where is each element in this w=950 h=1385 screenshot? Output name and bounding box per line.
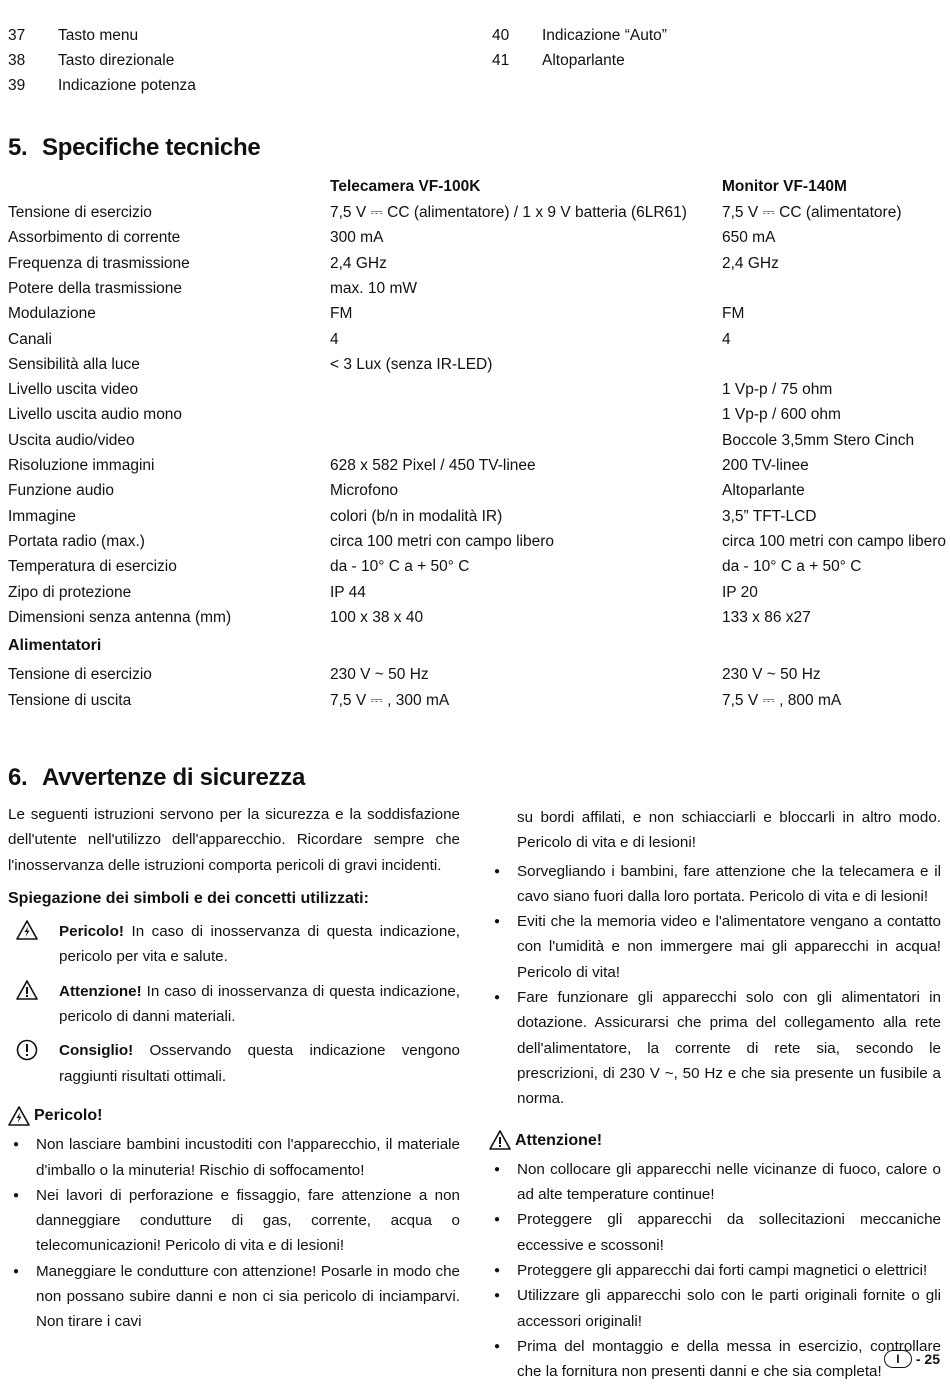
legend-item: 38 Tasto direzionale [8,52,175,69]
camera-value: 628 x 582 Pixel / 450 TV-linee [330,457,536,474]
camera-value: 2,4 GHz [330,254,387,272]
spec-label: Sensibilità alla luce [8,355,140,373]
monitor-value: IP 20 [722,583,758,601]
list-item: ● Maneggiare le condutture con attenzione! Posarle in modo che non possano subire danni e non ci sia pericolo di inciamparvi. Non tirare i cavi [8,1259,460,1335]
camera-value: 300 mA [330,229,384,247]
spec-row [8,200,943,225]
spec-row [8,327,943,352]
page-number: I - 25 [884,1350,940,1368]
symbol-tip: Consiglio! Osservando questa indicazione vengono raggiunti risultati ottimali. [8,1038,460,1089]
monitor-column-header: Monitor VF-140M [722,178,847,195]
list-item: ● Nei lavori di perforazione e fissaggio, fare attenzione a non danneggiare condutture di gas, corrente, acqua o telecomunicazioni! Pericolo di vita e di lesioni! [8,1183,460,1259]
monitor-value: 7,5 V ⎓ , 800 mA [722,691,842,709]
list-item: ● Fare funzionare gli apparecchi solo con gli alimentatori in dotazione. Assicurarsi che prima del collegamento alla rete dell'alimentatore, la corrente di rete sia, secondo le prescrizioni, di 230 V ~, 50 Hz e che sia presente un fusibile a norma. [489,985,941,1111]
list-item: ● Eviti che la memoria video e l'alimentatore vengano a contatto con l'umidità e non immergere mai gli apparecchi in acqua! Pericolo di vita! [489,909,941,985]
legend-item: 37 Tasto menu [8,27,139,44]
spec-label: Uscita audio/video [8,431,135,449]
symbol-caution: Attenzione! In caso di inosservanza di questa indicazione, pericolo di danni materiali. [8,979,460,1030]
list-item: ● Proteggere gli apparecchi da sollecitazioni meccaniche eccessive e scossoni! [489,1207,941,1258]
camera-value: 7,5 V ⎓ , 300 mA [330,691,450,709]
monitor-value: 650 mA [722,229,776,247]
spec-row [8,662,943,687]
danger-electric-icon [8,1106,30,1126]
spec-row [8,554,943,579]
spec-row [8,352,943,377]
section-6-heading: 6. Avvertenze di sicurezza [8,764,305,791]
language-badge: I [884,1350,912,1368]
spec-row [8,276,943,301]
camera-value: 100 x 38 x 40 [330,608,424,626]
monitor-value: Altoparlante [722,482,805,500]
spec-row [8,504,943,529]
spec-label: Portata radio (max.) [8,532,145,550]
monitor-value: 133 x 86 x27 [722,608,811,626]
monitor-value: 1 Vp-p / 75 ohm [722,381,833,399]
list-item: ● Utilizzare gli apparecchi solo con le parti originali fornite o gli accessori originali! [489,1283,941,1334]
psu-heading: Alimentatori [8,637,102,654]
intro-paragraph: Le seguenti istruzioni servono per la sicurezza e la soddisfazione dell'utente nell'utilizzo dell'apparecchio. Ricordare sempre che l'inosservanza delle istruzioni comporta pericoli di gravi incidenti. [8,806,460,874]
list-item: ● Prima del montaggio e della messa in esercizio, controllare che la fornitura non presenti danni e che sia completa! [489,1334,941,1385]
spec-row [8,688,943,713]
spec-label: Modulazione [8,305,96,323]
camera-value: Microfono [330,482,399,500]
danger-electric-icon [16,920,38,940]
spec-row [8,478,943,503]
spec-row [8,402,943,427]
monitor-value: 4 [722,330,731,348]
symbol-danger: Pericolo! In caso di inosservanza di questa indicazione, pericolo per vita e salute. [8,919,460,970]
camera-value: FM [330,305,353,323]
spec-label: Immagine [8,507,77,525]
spec-label: Livello uscita video [8,381,139,399]
monitor-value: 7,5 V ⎓ CC (alimentatore) [722,204,902,221]
monitor-value: Boccole 3,5mm Stero Cinch [722,431,915,449]
spec-row [8,225,943,250]
spec-row [8,301,943,326]
danger-heading: Pericolo! [8,1103,460,1128]
spec-label: Risoluzione immagini [8,457,155,474]
spec-label: Dimensioni senza antenna (mm) [8,608,232,626]
warning-icon [489,1130,511,1150]
spec-row [8,251,943,276]
spec-row [8,377,943,402]
caution-heading: Attenzione! [489,1128,941,1153]
spec-row [8,529,946,554]
section-5-heading: 5. Specifiche tecniche [8,134,261,161]
monitor-value: 1 Vp-p / 600 ohm [722,406,841,424]
spec-row [8,605,943,630]
spec-label: Canali [8,330,52,348]
monitor-value: 2,4 GHz [722,254,779,272]
right-column [489,805,941,1385]
monitor-value: circa 100 metri con campo libero [722,532,946,550]
list-item: ● Sorvegliando i bambini, fare attenzione che la telecamera e il cavo siano fuori dalla loro portata. Pericolo di vita e di lesioni! [489,859,941,910]
camera-value: 4 [330,330,339,348]
monitor-value: 3,5” TFT-LCD [722,507,817,525]
spec-label: Zipo di protezione [8,583,132,601]
left-column [8,802,460,1335]
spec-label: Livello uscita audio mono [8,406,183,424]
list-item: ● Non lasciare bambini incustoditi con l'apparecchio, il materiale d'imballo o la minuteria! Rischio di soffocamento! [8,1132,460,1183]
tip-icon [16,1039,38,1061]
spec-label: Tensione di esercizio [8,204,152,221]
legend-item: 40 Indicazione “Auto” [492,27,667,44]
spec-label: Funzione audio [8,482,114,500]
camera-value: 7,5 V ⎓ CC (alimentatore) / 1 x 9 V batteria (6LR61) [330,204,687,221]
camera-value: colori (b/n in modalità IR) [330,507,503,525]
spec-label: Assorbimento di corrente [8,229,181,247]
spec-label: Potere della trasmissione [8,279,183,297]
spec-label: Frequenza di trasmissione [8,254,190,272]
camera-value: < 3 Lux (senza IR-LED) [330,355,493,373]
warning-icon [16,980,38,1000]
camera-value: IP 44 [330,583,366,601]
list-item: ● Proteggere gli apparecchi dai forti campi magnetici o elettrici! [489,1258,941,1283]
symbols-heading: Spiegazione dei simboli e dei concetti utilizzati: [8,889,369,907]
camera-value: da - 10° C a + 50° C [330,558,470,576]
camera-value: 230 V ~ 50 Hz [330,666,429,683]
camera-value: max. 10 mW [330,279,417,297]
monitor-value: FM [722,305,745,323]
spec-label: Tensione di esercizio [8,666,152,683]
spec-row [8,428,943,453]
legend-item: 39 Indicazione potenza [8,77,196,94]
list-item: ● Non collocare gli apparecchi nelle vicinanze di fuoco, calore o ad alte temperature continue! [489,1157,941,1208]
spec-label: Tensione di uscita [8,691,132,709]
monitor-value: da - 10° C a + 50° C [722,558,862,576]
spec-row [8,453,943,478]
monitor-value: 230 V ~ 50 Hz [722,666,821,683]
camera-value: circa 100 metri con campo libero [330,532,554,550]
spec-header-row [8,174,943,199]
spec-row [8,580,943,605]
legend-item: 41 Altoparlante [492,52,625,69]
spec-label: Temperatura di esercizio [8,558,177,576]
monitor-value: 200 TV-linee [722,457,809,474]
list-item-continuation: su bordi affilati, e non schiacciarli e bloccarli in altro modo. Pericolo di vita e di lesioni! [517,809,941,852]
camera-column-header: Telecamera VF-100K [330,178,481,195]
